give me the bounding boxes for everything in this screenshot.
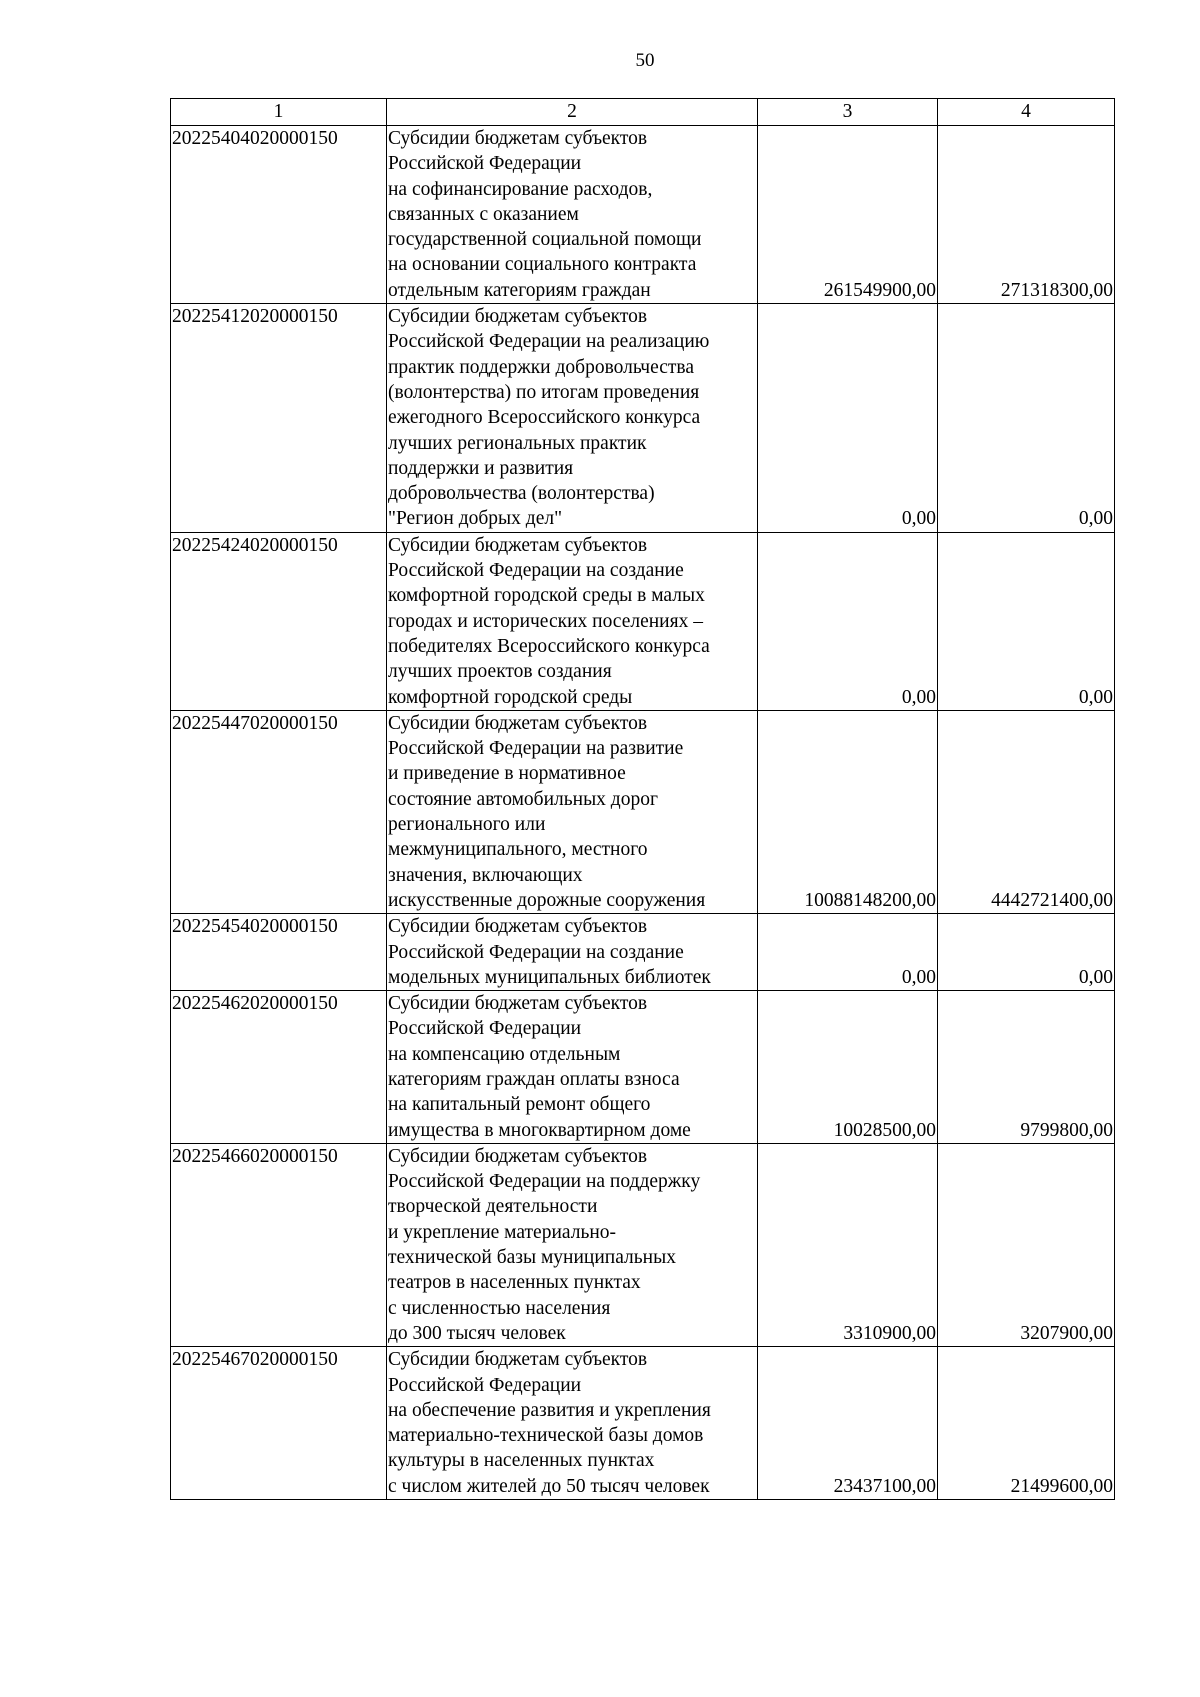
budget-code-cell: 20225454020000150	[171, 914, 387, 991]
amount-col3-cell: 3310900,00	[758, 1143, 938, 1346]
table-row	[171, 991, 1115, 1144]
budget-code-cell: 20225462020000150	[171, 991, 387, 1144]
amount-col4-cell: 271318300,00	[938, 126, 1115, 304]
description-cell: Субсидии бюджетам субъектов Российской Федерации на обеспечение развития и укрепления материально-технической базы домов культуры в населенных пунктах с числом жителей до 50 тысяч человек	[387, 1347, 758, 1500]
amount-col4-cell: 0,00	[938, 304, 1115, 533]
column-header-4: 4	[938, 99, 1115, 126]
budget-table	[170, 98, 1115, 1500]
amount-col3-cell: 10028500,00	[758, 991, 938, 1144]
page-number: 50	[635, 50, 655, 71]
amount-col4-cell: 21499600,00	[938, 1347, 1115, 1500]
description-cell: Субсидии бюджетам субъектов Российской Федерации на поддержку творческой деятельности и укрепление материально- технической базы муниципальных театров в населенных пунктах с численностью населения до 300 тысяч человек	[387, 1143, 758, 1346]
table-row	[171, 1143, 1115, 1346]
description-cell: Субсидии бюджетам субъектов Российской Федерации на компенсацию отдельным категориям граждан оплаты взноса на капитальный ремонт общего имущества в многоквартирном доме	[387, 991, 758, 1144]
table-row	[171, 304, 1115, 533]
column-header-2: 2	[387, 99, 758, 126]
budget-code-cell: 20225466020000150	[171, 1143, 387, 1346]
description-cell: Субсидии бюджетам субъектов Российской Федерации на создание комфортной городской среды в малых городах и исторических поселениях – победителях Всероссийского конкурса лучших проектов создания комфортной городской среды	[387, 532, 758, 710]
table-row	[171, 710, 1115, 913]
amount-col4-cell: 3207900,00	[938, 1143, 1115, 1346]
amount-col3-cell: 10088148200,00	[758, 710, 938, 913]
amount-col3-cell: 23437100,00	[758, 1347, 938, 1500]
column-header-3: 3	[758, 99, 938, 126]
budget-code-cell: 20225404020000150	[171, 126, 387, 304]
description-cell: Субсидии бюджетам субъектов Российской Федерации на софинансирование расходов, связанных с оказанием государственной социальной помощи на основании социального контракта отдельным категориям граждан	[387, 126, 758, 304]
header-row	[171, 99, 1115, 126]
column-header-1: 1	[171, 99, 387, 126]
budget-code-cell: 20225424020000150	[171, 532, 387, 710]
amount-col4-cell: 0,00	[938, 532, 1115, 710]
amount-col3-cell: 261549900,00	[758, 126, 938, 304]
table-row	[171, 914, 1115, 991]
budget-code-cell: 20225412020000150	[171, 304, 387, 533]
description-cell: Субсидии бюджетам субъектов Российской Федерации на реализацию практик поддержки добровольчества (волонтерства) по итогам проведения ежегодного Всероссийского конкурса лучших региональных практик поддержки и развития добровольчества (волонтерства) "Регион добрых дел"	[387, 304, 758, 533]
amount-col3-cell: 0,00	[758, 532, 938, 710]
amount-col4-cell: 9799800,00	[938, 991, 1115, 1144]
amount-col3-cell: 0,00	[758, 304, 938, 533]
budget-code-cell: 20225467020000150	[171, 1347, 387, 1500]
table-row	[171, 1347, 1115, 1500]
amount-col3-cell: 0,00	[758, 914, 938, 991]
description-cell: Субсидии бюджетам субъектов Российской Федерации на создание модельных муниципальных библиотек	[387, 914, 758, 991]
budget-code-cell: 20225447020000150	[171, 710, 387, 913]
table-row	[171, 532, 1115, 710]
amount-col4-cell: 0,00	[938, 914, 1115, 991]
amount-col4-cell: 4442721400,00	[938, 710, 1115, 913]
table-row	[171, 126, 1115, 304]
description-cell: Субсидии бюджетам субъектов Российской Федерации на развитие и приведение в нормативное состояние автомобильных дорог регионального или межмуниципального, местного значения, включающих искусственные дорожные сооружения	[387, 710, 758, 913]
